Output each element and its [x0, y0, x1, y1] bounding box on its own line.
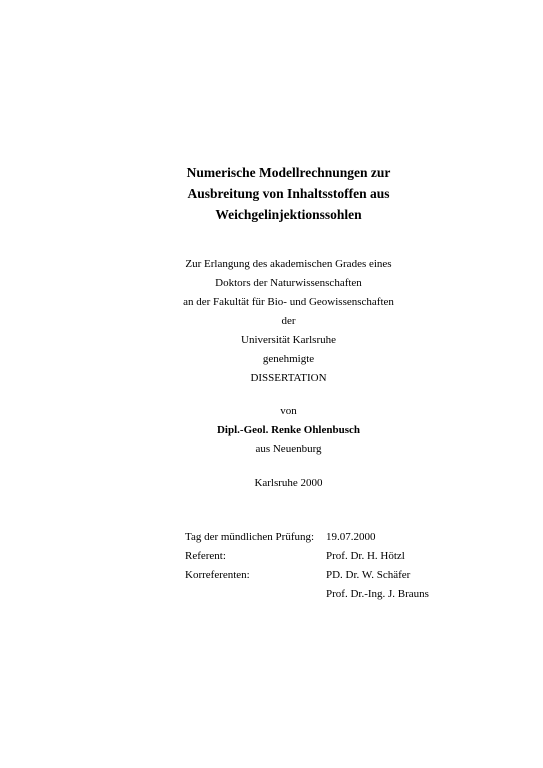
title-line: Ausbreitung von Inhaltsstoffen aus [187, 186, 390, 201]
exam-label: Tag der mündlichen Prüfung: [185, 531, 315, 543]
degree-statement [0, 255, 543, 388]
exam-details [185, 528, 429, 604]
author-block [0, 402, 543, 459]
place-year: Karlsruhe 2000 [254, 477, 323, 489]
exam-label: Korreferenten: [185, 569, 250, 581]
title-line: Numerische Modellrechnungen zur [186, 165, 391, 180]
author-name: Dipl.-Geol. Renke Ohlenbusch [216, 424, 361, 436]
author-origin: aus Neuenburg [255, 443, 322, 455]
title-line: Weichgelinjektionssohlen [215, 207, 362, 222]
exam-row [185, 528, 429, 547]
exam-row [185, 566, 429, 585]
exam-row [185, 547, 429, 566]
degree-line: DISSERTATION [250, 372, 327, 384]
von-label: von [280, 405, 297, 417]
degree-line: an der Fakultät für Bio- und Geowissenschaften [183, 296, 394, 308]
degree-line: Zur Erlangung des akademischen Grades eines [185, 258, 392, 270]
degree-line: der [281, 315, 296, 327]
exam-value: PD. Dr. W. Schäfer [326, 569, 411, 581]
exam-value: Prof. Dr.-Ing. J. Brauns [326, 588, 429, 600]
exam-label: Referent: [185, 550, 226, 562]
exam-value: Prof. Dr. H. Hötzl [326, 550, 405, 562]
degree-line: genehmigte [262, 353, 315, 365]
dissertation-title [0, 162, 543, 225]
exam-value: 19.07.2000 [326, 531, 376, 543]
exam-row [185, 585, 429, 604]
exam-label [185, 585, 326, 604]
degree-line: Doktors der Naturwissenschaften [215, 277, 362, 289]
degree-line: Universität Karlsruhe [241, 334, 336, 346]
